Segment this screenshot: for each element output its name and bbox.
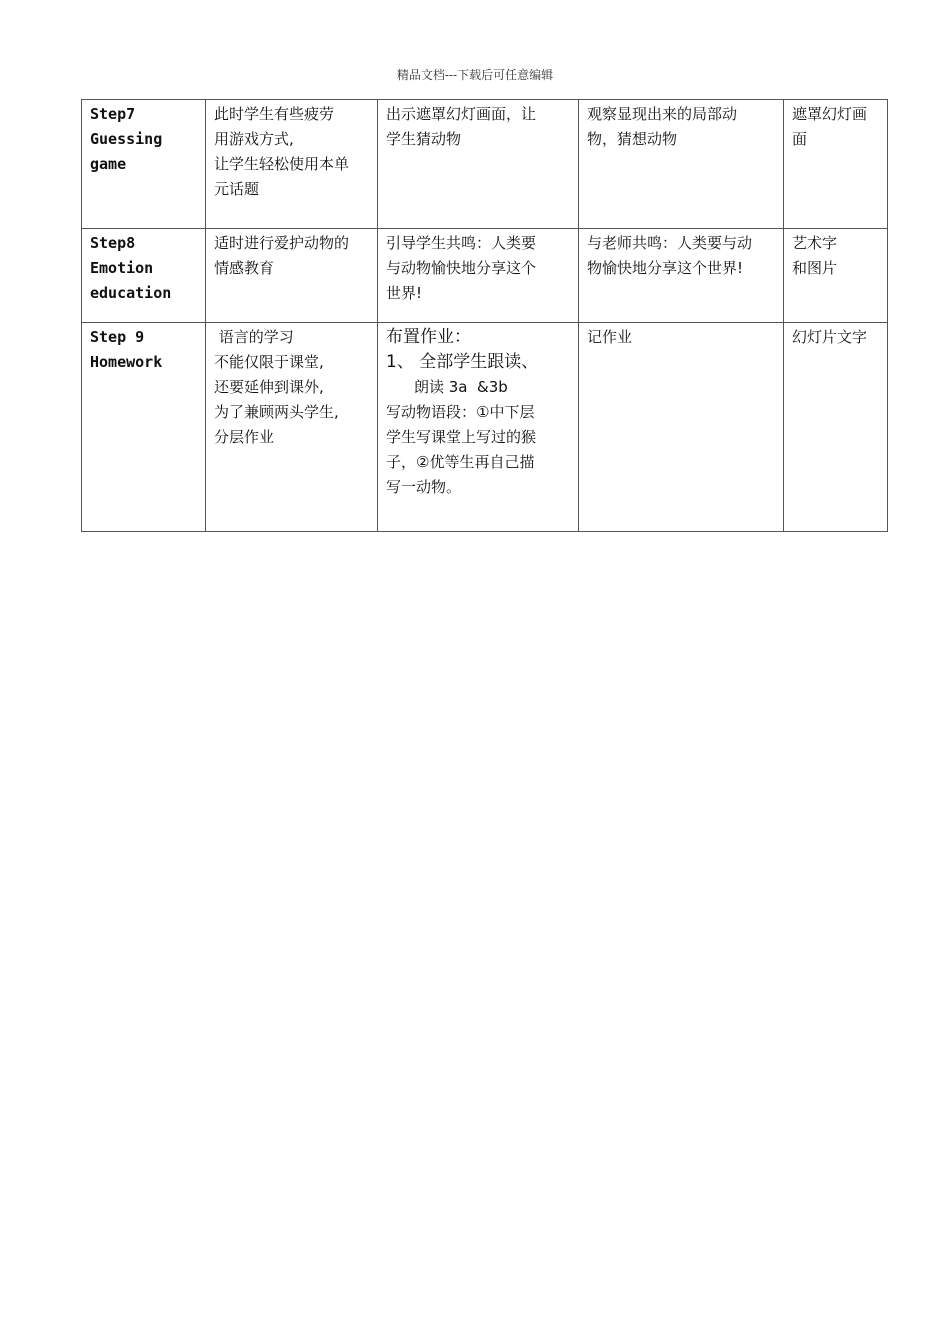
- teacher-line: 学生写课堂上写过的猴: [386, 428, 537, 446]
- media-cell: [784, 323, 888, 532]
- purpose-line: 为了兼顾两头学生,: [214, 403, 339, 421]
- teacher-activity-cell: [378, 323, 579, 532]
- teacher-activity-cell: [378, 100, 579, 229]
- purpose-line: 元话题: [214, 180, 260, 198]
- homework-item-continued: 朗读 3a &3b: [414, 378, 508, 396]
- step-line: game: [90, 155, 127, 173]
- homework-item: 1、 全部学生跟读、: [386, 352, 539, 372]
- table-row: [82, 100, 888, 229]
- student-line: 物愉快地分享这个世界!: [587, 259, 744, 277]
- media-line: 幻灯片文字: [792, 328, 868, 346]
- teacher-line: 世界!: [386, 284, 423, 302]
- teacher-line: 与动物愉快地分享这个: [386, 259, 537, 277]
- purpose-cell: [206, 323, 378, 532]
- step-cell: [82, 100, 206, 229]
- purpose-cell: [206, 100, 378, 229]
- purpose-line: 用游戏方式,: [214, 130, 294, 148]
- step-line: education: [90, 284, 172, 302]
- step-line: Step8: [90, 234, 136, 252]
- purpose-line: 还要延伸到课外,: [214, 378, 324, 396]
- media-cell: [784, 229, 888, 323]
- purpose-line: 分层作业: [214, 428, 275, 446]
- student-line: 与老师共鸣：人类要与动: [587, 234, 753, 252]
- page-header: 精品文档---下载后可任意编辑: [396, 68, 554, 82]
- student-activity-cell: [579, 100, 784, 229]
- purpose-line: 情感教育: [214, 259, 275, 277]
- step-cell: [82, 323, 206, 532]
- teacher-line: 学生猜动物: [386, 130, 462, 148]
- purpose-line: 适时进行爱护动物的: [214, 234, 350, 252]
- step-line: Step 9: [90, 328, 145, 346]
- step-cell: [82, 229, 206, 323]
- teacher-line: 子，②优等生再自己描: [386, 453, 535, 471]
- media-line: 艺术字: [792, 234, 838, 252]
- student-line: 物，猜想动物: [587, 130, 678, 148]
- teacher-line: 引导学生共鸣：人类要: [386, 234, 537, 252]
- purpose-line: 让学生轻松使用本单: [214, 155, 350, 173]
- teacher-line: 写动物语段：①中下层: [386, 403, 535, 421]
- student-line: 观察显现出来的局部动: [587, 105, 738, 123]
- student-line: 记作业: [587, 328, 633, 346]
- media-line: 遮罩幻灯画: [792, 105, 868, 123]
- media-line: 面: [792, 130, 808, 148]
- step-line: Homework: [90, 353, 163, 371]
- table-row: [82, 323, 888, 532]
- media-line: 和图片: [792, 259, 838, 277]
- media-cell: [784, 100, 888, 229]
- lesson-plan-table: [81, 99, 888, 532]
- step-line: Step7: [90, 105, 136, 123]
- table-row: [82, 229, 888, 323]
- teacher-line: 写一动物。: [386, 478, 462, 496]
- student-activity-cell: [579, 229, 784, 323]
- student-activity-cell: [579, 323, 784, 532]
- teacher-line: 出示遮罩幻灯画面，让: [386, 105, 537, 123]
- purpose-line: 不能仅限于课堂,: [214, 353, 324, 371]
- purpose-line: 语言的学习: [214, 328, 294, 346]
- step-line: Emotion: [90, 259, 154, 277]
- homework-title: 布置作业：: [386, 327, 471, 347]
- purpose-cell: [206, 229, 378, 323]
- step-line: Guessing: [90, 130, 163, 148]
- teacher-activity-cell: [378, 229, 579, 323]
- purpose-line: 此时学生有些疲劳: [214, 105, 335, 123]
